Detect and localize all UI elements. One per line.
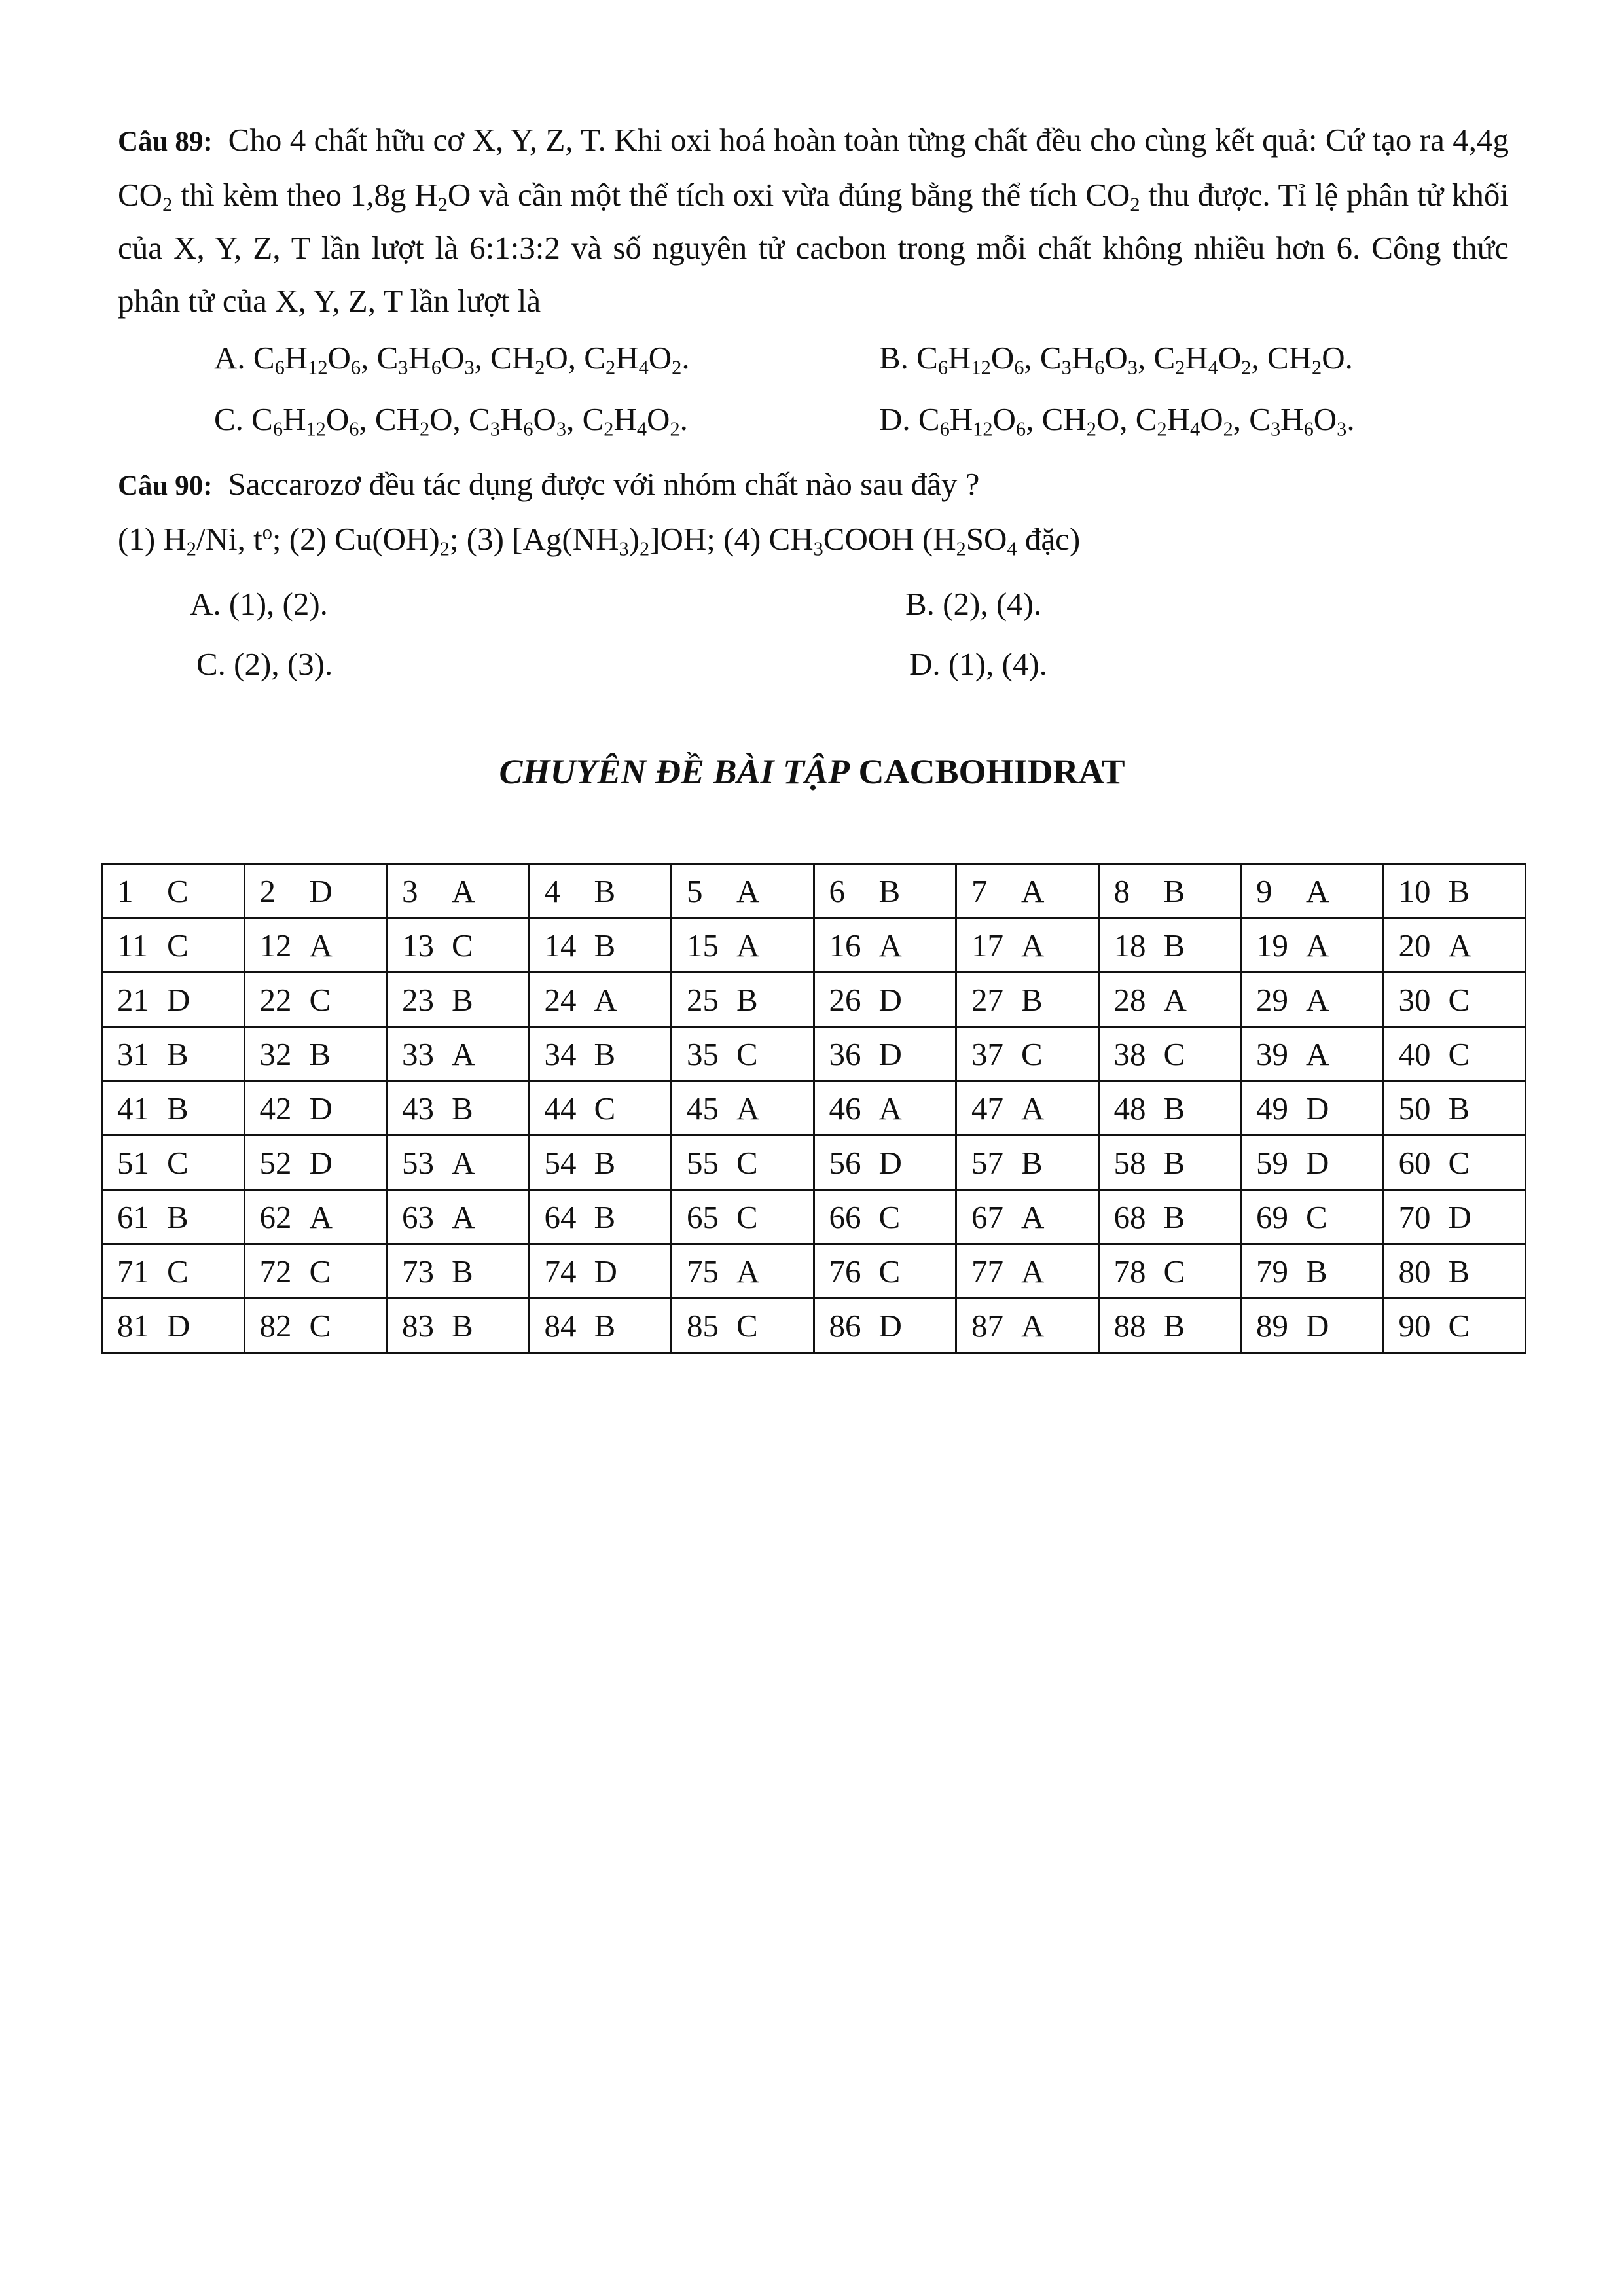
question-number: 45 [687,1090,719,1126]
question-number: 78 [1113,1253,1146,1289]
answer-letter: B [878,872,901,909]
question-number: 7 [971,872,988,909]
answer-letter: C [452,927,473,963]
answer-letter: C [167,927,189,963]
answer-cell [529,973,672,1027]
answer-cell [529,1027,672,1081]
answer-cell [529,864,672,918]
answer-letter: B [452,1090,473,1126]
answer-letter: C [1448,1307,1470,1344]
answer-cell [387,1027,530,1081]
answer-cell [672,973,814,1027]
question-number: 65 [687,1198,719,1235]
answer-letter: C [309,1253,331,1289]
answer-cell [956,973,1099,1027]
table-row [102,1027,1526,1081]
answer-letter: C [167,1144,189,1181]
answer-letter: C [878,1198,901,1235]
table-row [102,864,1526,918]
answer-cell [1241,1299,1384,1353]
answer-letter: B [167,1090,189,1126]
answer-cell [814,1027,956,1081]
question-number: 18 [1113,927,1146,963]
question-number: 68 [1113,1198,1146,1235]
answer-letter: B [594,1307,616,1344]
answer-cell [1383,1244,1526,1299]
question-number: 16 [829,927,861,963]
answer-cell [956,1027,1099,1081]
answer-cell [244,1081,387,1136]
answer-key-table [101,863,1526,1354]
answer-cell [244,1190,387,1244]
answer-cell [1383,973,1526,1027]
reagent-list: (1) $H_2/Ni$, $t^o$; (2) $Cu(OH)_2$; (3) $[Ag(NH_3)_2]OH$; (4) $CH_3COOH$ ($H_2SO_4$ đặc) [118,521,1081,560]
answer-letter: D [878,981,902,1018]
question-number: 63 [402,1198,434,1235]
question-number: 73 [402,1253,434,1289]
answer-cell [1383,1081,1526,1136]
answer-cell [672,1299,814,1353]
question-number: 89 [1256,1307,1288,1344]
question-number: 90 [1398,1307,1431,1344]
answer-letter: B [594,927,616,963]
answer-letter: B [1163,872,1185,909]
question-label: Câu 89: [118,126,213,157]
option-89-c: C. $C_6H_{12}O_6$, $CH_2O$, $C_3H_6O_3$, $C_2H_4O_2$. [214,401,688,440]
answer-cell [1098,1299,1241,1353]
question-number: 60 [1398,1144,1431,1181]
question-number: 31 [117,1035,149,1072]
answer-letter: D [1306,1307,1329,1344]
section-title [0,751,1624,792]
question-number: 11 [117,927,149,963]
answer-cell [102,864,245,918]
answer-cell [529,1244,672,1299]
question-number: 12 [259,927,292,963]
question-number: 88 [1113,1307,1146,1344]
answer-letter: A [1021,1307,1045,1344]
question-number: 76 [829,1253,861,1289]
option-89-b: B. $C_6H_{12}O_6$, $C_3H_6O_3$, $C_2H_4O_2$, $CH_2O$. [879,340,1353,379]
question-number: 67 [971,1198,1003,1235]
answer-cell [529,1190,672,1244]
answer-letter: B [594,1035,616,1072]
answer-letter: A [1306,872,1329,909]
answer-cell [814,973,956,1027]
answer-cell [244,1244,387,1299]
answer-letter: A [1021,1198,1045,1235]
question-number: 75 [687,1253,719,1289]
option-90-d: D. (1), (4). [909,646,1047,682]
answer-letter: C [594,1090,616,1126]
answer-letter: A [1306,981,1329,1018]
answer-letter: B [167,1198,189,1235]
question-number: 72 [259,1253,292,1289]
answer-letter: D [594,1253,617,1289]
answer-letter: A [736,927,760,963]
question-number: 13 [402,927,434,963]
question-number: 84 [544,1307,577,1344]
answer-cell [387,973,530,1027]
answer-letter: C [1021,1035,1043,1072]
answer-letter: B [1021,1144,1043,1181]
question-number: 54 [544,1144,577,1181]
question-number: 50 [1398,1090,1431,1126]
answer-letter: C [167,872,189,909]
answer-letter: B [594,1144,616,1181]
answer-cell [956,1136,1099,1190]
answer-letter: B [1021,981,1043,1018]
question-number: 37 [971,1035,1003,1072]
answer-letter: D [309,872,333,909]
answer-letter: D [309,1090,333,1126]
answer-cell [814,864,956,918]
answer-letter: A [452,872,475,909]
answer-cell [1098,1190,1241,1244]
question-number: 74 [544,1253,577,1289]
answer-cell [1098,1136,1241,1190]
answer-letter: A [1306,1035,1329,1072]
table-row [102,1244,1526,1299]
answer-letter: A [736,1090,760,1126]
question-number: 19 [1256,927,1288,963]
answer-cell [387,1299,530,1353]
answer-letter: C [736,1035,758,1072]
question-number: 55 [687,1144,719,1181]
answer-cell [814,918,956,973]
question-number: 46 [829,1090,861,1126]
answer-letter: D [167,1307,190,1344]
question-number: 59 [1256,1144,1288,1181]
answer-letter: C [309,1307,331,1344]
answer-cell [1098,1081,1241,1136]
answer-cell [672,1027,814,1081]
question-number: 44 [544,1090,577,1126]
question-number: 53 [402,1144,434,1181]
answer-cell [1241,864,1384,918]
question-number: 42 [259,1090,292,1126]
answer-letter: A [1021,927,1045,963]
answer-cell [814,1136,956,1190]
answer-letter: C [1163,1035,1185,1072]
question-number: 77 [971,1253,1003,1289]
answer-letter: B [1163,1090,1185,1126]
question-number: 2 [259,872,276,909]
question-89 [118,113,1509,327]
question-number: 71 [117,1253,149,1289]
section-title-plain: CACBOHIDRAT [858,752,1125,791]
question-number: 1 [117,872,134,909]
answer-cell [102,1081,245,1136]
answer-cell [244,1299,387,1353]
question-number: 58 [1113,1144,1146,1181]
answer-cell [529,1081,672,1136]
answer-cell [102,973,245,1027]
answer-letter: A [309,927,333,963]
question-number: 9 [1256,872,1272,909]
table-row [102,918,1526,973]
answer-letter: A [1448,927,1471,963]
question-number: 28 [1113,981,1146,1018]
answer-cell [1098,864,1241,918]
question-number: 34 [544,1035,577,1072]
option-89-a: A. $C_6H_{12}O_6$, $C_3H_6O_3$, $CH_2O$, $C_2H_4O_2$. [214,340,690,379]
answer-cell [244,864,387,918]
question-number: 39 [1256,1035,1288,1072]
answer-cell [1241,973,1384,1027]
answer-cell [244,973,387,1027]
answer-cell [102,918,245,973]
answer-cell [1383,918,1526,973]
answer-cell [956,1081,1099,1136]
answer-letter: B [309,1035,331,1072]
question-number: 43 [402,1090,434,1126]
answer-letter: C [1448,981,1470,1018]
answer-cell [672,864,814,918]
question-number: 21 [117,981,149,1018]
answer-letter: A [1021,1253,1045,1289]
answer-letter: A [1021,872,1045,909]
answer-letter: D [878,1307,902,1344]
answer-cell [102,1244,245,1299]
table-row [102,1136,1526,1190]
question-number: 81 [117,1307,149,1344]
answer-cell [956,1244,1099,1299]
option-90-b: B. (2), (4). [905,586,1042,622]
question-number: 32 [259,1035,292,1072]
option-89-d: D. $C_6H_{12}O_6$, $CH_2O$, $C_2H_4O_2$, $C_3H_6O_3$. [879,401,1355,440]
answer-cell [1241,1027,1384,1081]
question-number: 6 [829,872,845,909]
answer-cell [244,1027,387,1081]
question-number: 33 [402,1035,434,1072]
question-text: Saccarozơ đều tác dụng được với nhóm chất nào sau đây ? [228,466,980,502]
answer-cell [1383,1136,1526,1190]
question-number: 51 [117,1144,149,1181]
answer-cell [672,1081,814,1136]
answer-cell [529,1136,672,1190]
question-text: Cho 4 chất hữu cơ X, Y, Z, T. Khi oxi hoá hoàn toàn từng chất đều cho cùng kết quả: Cứ tạo ra 4,4g $CO_2$ thì kèm theo 1,8g $H_2O$ và cần một thể tích oxi vừa đúng bằng thể tích $CO_2$ thu được. Tỉ lệ phân tử khối của X, Y, Z, T lần lượt là 6:1:3:2 và số nguyên tử cacbon trong mỗi chất không nhiều hơn 6. Công thức phân tử của X, Y, Z, T lần lượt là [118,122,1509,319]
question-number: 17 [971,927,1003,963]
answer-cell [814,1190,956,1244]
question-number: 35 [687,1035,719,1072]
answer-letter: B [1163,1144,1185,1181]
table-row [102,1190,1526,1244]
answer-cell [244,918,387,973]
question-number: 83 [402,1307,434,1344]
answer-cell [387,1136,530,1190]
answer-letter: B [167,1035,189,1072]
answer-letter: D [878,1035,902,1072]
answer-cell [387,1244,530,1299]
table-row [102,1299,1526,1353]
answer-cell [1241,918,1384,973]
question-number: 79 [1256,1253,1288,1289]
question-number: 5 [687,872,703,909]
answer-cell [529,918,672,973]
question-number: 87 [971,1307,1003,1344]
answer-letter: A [878,1090,902,1126]
answer-cell [1383,864,1526,918]
question-number: 86 [829,1307,861,1344]
answer-letter: B [452,1307,473,1344]
answer-letter: B [1163,927,1185,963]
answer-letter: A [309,1198,333,1235]
question-number: 15 [687,927,719,963]
question-label: Câu 90: [118,471,213,501]
answer-letter: B [594,1198,616,1235]
answer-letter: C [1306,1198,1327,1235]
answer-cell [1383,1027,1526,1081]
question-number: 56 [829,1144,861,1181]
question-90 [118,457,1509,565]
answer-cell [387,918,530,973]
answer-letter: D [309,1144,333,1181]
answer-cell [102,1299,245,1353]
answer-cell [387,1081,530,1136]
answer-cell [102,1190,245,1244]
answer-letter: A [452,1198,475,1235]
answer-cell [244,1136,387,1190]
question-number: 66 [829,1198,861,1235]
answer-letter: A [736,1253,760,1289]
answer-letter: B [1448,872,1470,909]
answer-letter: A [1306,927,1329,963]
question-number: 40 [1398,1035,1431,1072]
answer-letter: C [736,1307,758,1344]
question-number: 70 [1398,1198,1431,1235]
answer-cell [1241,1190,1384,1244]
answer-letter: A [878,927,902,963]
option-90-c: C. (2), (3). [196,646,333,682]
question-number: 26 [829,981,861,1018]
answer-cell [1241,1136,1384,1190]
answer-letter: D [878,1144,902,1181]
question-number: 61 [117,1198,149,1235]
answer-cell [1383,1190,1526,1244]
question-number: 62 [259,1198,292,1235]
question-number: 48 [1113,1090,1146,1126]
answer-letter: B [452,1253,473,1289]
answer-letter: A [594,981,617,1018]
answer-letter: C [1448,1035,1470,1072]
answer-letter: D [1306,1090,1329,1126]
question-number: 23 [402,981,434,1018]
answer-letter: D [1448,1198,1471,1235]
answer-letter: C [1163,1253,1185,1289]
answer-cell [672,918,814,973]
question-number: 57 [971,1144,1003,1181]
answer-cell [814,1299,956,1353]
answer-cell [1241,1244,1384,1299]
answer-letter: B [736,981,758,1018]
answer-cell [672,1190,814,1244]
answer-cell [1098,973,1241,1027]
section-title-italic: CHUYÊN ĐỀ BÀI TẬP [499,752,850,791]
answer-cell [1098,918,1241,973]
question-number: 29 [1256,981,1288,1018]
answer-letter: A [736,872,760,909]
answer-letter: C [1448,1144,1470,1181]
answer-letter: B [1306,1253,1327,1289]
question-number: 25 [687,981,719,1018]
answer-letter: C [736,1198,758,1235]
answer-letter: B [1448,1253,1470,1289]
question-number: 69 [1256,1198,1288,1235]
question-number: 24 [544,981,577,1018]
answer-letter: C [736,1144,758,1181]
answer-letter: B [1448,1090,1470,1126]
answer-cell [956,918,1099,973]
answer-cell [1241,1081,1384,1136]
answer-cell [814,1244,956,1299]
answer-letter: D [167,981,190,1018]
answer-cell [1383,1299,1526,1353]
answer-cell [387,864,530,918]
question-number: 52 [259,1144,292,1181]
answer-cell [814,1081,956,1136]
option-90-a: A. (1), (2). [190,586,328,622]
question-number: 22 [259,981,292,1018]
answer-cell [1098,1027,1241,1081]
answer-letter: B [594,872,616,909]
answer-letter: B [1163,1307,1185,1344]
answer-letter: B [1163,1198,1185,1235]
question-number: 41 [117,1090,149,1126]
question-number: 80 [1398,1253,1431,1289]
question-number: 27 [971,981,1003,1018]
question-number: 8 [1113,872,1130,909]
question-number: 49 [1256,1090,1288,1126]
answer-letter: D [1306,1144,1329,1181]
answer-letter: B [452,981,473,1018]
question-number: 10 [1398,872,1431,909]
answer-cell [956,1299,1099,1353]
question-number: 3 [402,872,418,909]
question-number: 85 [687,1307,719,1344]
answer-letter: C [309,981,331,1018]
question-number: 64 [544,1198,577,1235]
answer-letter: A [1021,1090,1045,1126]
table-row [102,973,1526,1027]
answer-cell [102,1027,245,1081]
question-number: 38 [1113,1035,1146,1072]
table-row [102,1081,1526,1136]
question-number: 82 [259,1307,292,1344]
answer-letter: A [1163,981,1187,1018]
answer-cell [1098,1244,1241,1299]
answer-cell [102,1136,245,1190]
question-number: 30 [1398,981,1431,1018]
answer-cell [387,1190,530,1244]
answer-cell [956,864,1099,918]
answer-cell [672,1136,814,1190]
answer-letter: C [167,1253,189,1289]
answer-letter: C [878,1253,901,1289]
question-number: 14 [544,927,577,963]
answer-cell [672,1244,814,1299]
question-number: 47 [971,1090,1003,1126]
answer-cell [529,1299,672,1353]
question-number: 36 [829,1035,861,1072]
question-number: 20 [1398,927,1431,963]
question-number: 4 [544,872,560,909]
answer-letter: A [452,1035,475,1072]
answer-cell [956,1190,1099,1244]
answer-letter: A [452,1144,475,1181]
